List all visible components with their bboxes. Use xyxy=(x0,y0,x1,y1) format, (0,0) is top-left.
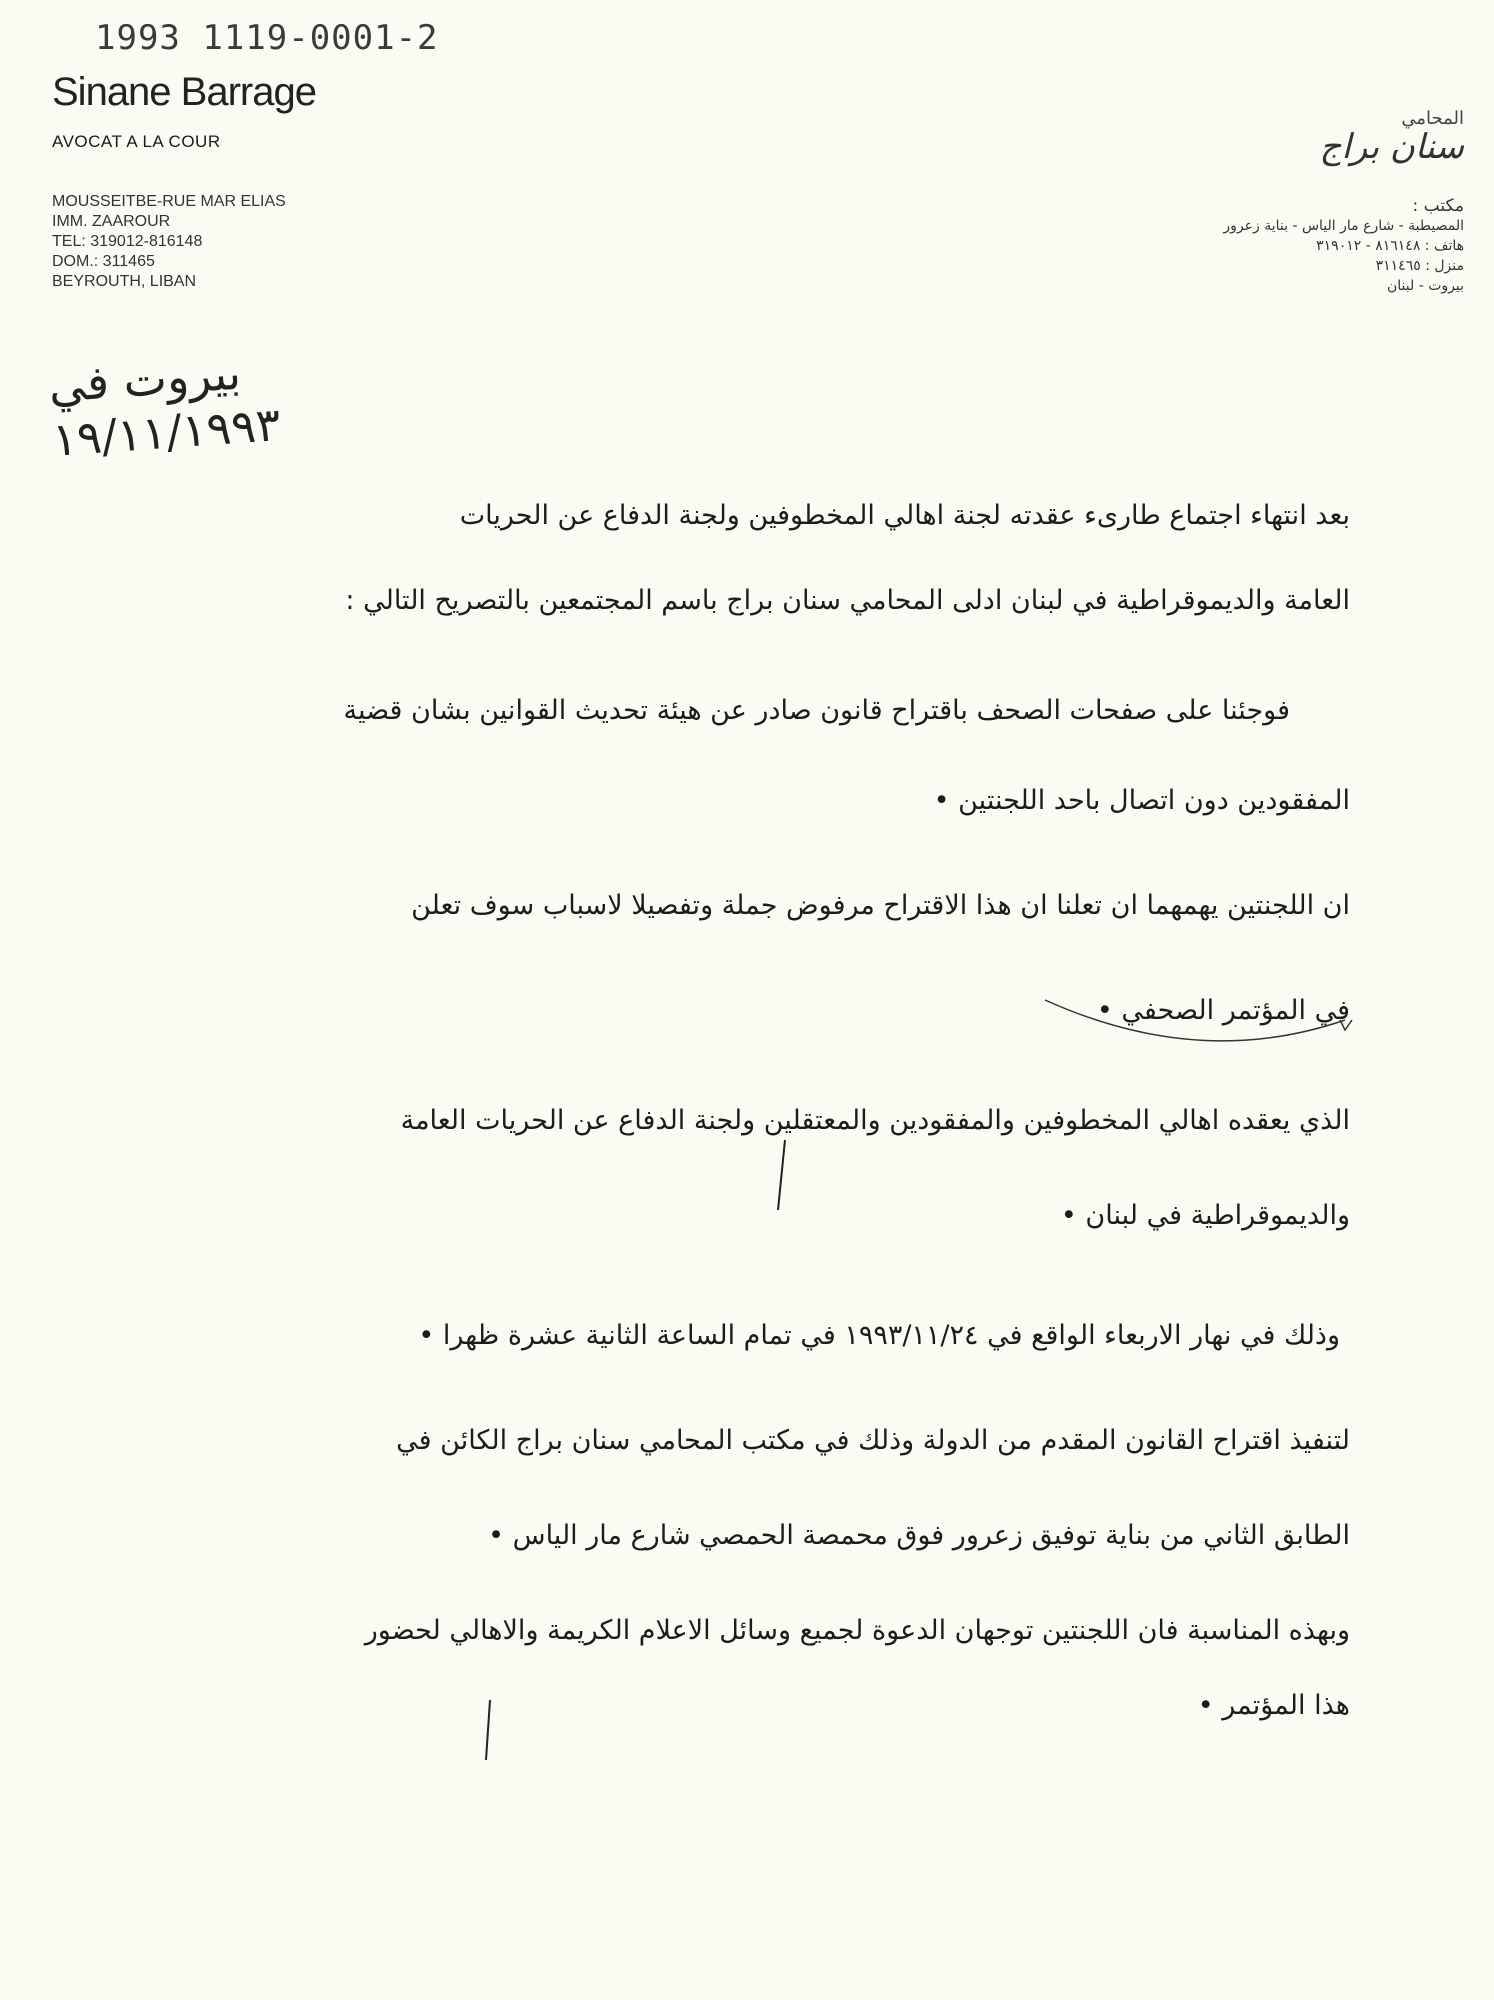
letterhead-arabic-name: سنان براج xyxy=(1319,127,1464,167)
address-line: TEL: 319012-816148 xyxy=(52,233,203,250)
body-line: وذلك في نهار الاربعاء الواقع في ١٩٩٣/١١/٢٤ في تمام الساعة الثانية عشرة ظهرا • xyxy=(418,1320,1340,1351)
body-line: العامة والديموقراطية في لبنان ادلى المحامي سنان براج باسم المجتمعين بالتصريح التالي : xyxy=(345,585,1350,616)
arabic-address-line: هاتف : ٨١٦١٤٨ - ٣١٩٠١٢ xyxy=(1316,238,1464,255)
letterhead-title: AVOCAT A LA COUR xyxy=(52,132,221,151)
date-value: ١٩/١١/١٩٩٣ xyxy=(50,397,283,467)
archive-reference-number: 1993 1119-0001-2 xyxy=(95,18,439,58)
address-line: BEYROUTH, LIBAN xyxy=(52,273,197,290)
letterhead-address xyxy=(52,192,472,292)
body-line: والديموقراطية في لبنان • xyxy=(1060,1200,1350,1231)
insertion-mark xyxy=(486,1700,490,1760)
handwritten-date xyxy=(47,331,454,467)
arabic-address-line: منزل : ٣١١٤٦٥ xyxy=(1375,258,1464,275)
letterhead-arabic-address xyxy=(1164,216,1464,296)
body-line: الطابق الثاني من بناية توفيق زعرور فوق محمصة الحمصي شارع مار الياس • xyxy=(488,1520,1350,1551)
body-line: في المؤتمر الصحفي • xyxy=(1096,995,1350,1026)
letterhead-arabic xyxy=(1164,108,1464,296)
letterhead-arabic-title: المحامي xyxy=(1401,108,1464,129)
address-line: MOUSSEITBE-RUE MAR ELIAS xyxy=(52,193,286,210)
body-line: ان اللجنتين يهمهما ان تعلنا ان هذا الاقتراح مرفوض جملة وتفصيلا لاسباب سوف تعلن xyxy=(411,890,1350,921)
body-line: المفقودين دون اتصال باحد اللجنتين • xyxy=(933,785,1350,816)
letterhead-name: Sinane Barrage xyxy=(52,70,316,114)
body-line: بعد انتهاء اجتماع طارىء عقدته لجنة اهالي المخطوفين ولجنة الدفاع عن الحريات xyxy=(459,500,1350,531)
body-line: فوجئنا على صفحات الصحف باقتراح قانون صادر عن هيئة تحديث القوانين بشان قضية xyxy=(343,695,1290,726)
arabic-address-line: بيروت - لبنان xyxy=(1387,278,1464,295)
letterhead-latin xyxy=(52,72,472,292)
body-line: الذي يعقده اهالي المخطوفين والمفقودين والمعتقلين ولجنة الدفاع عن الحريات العامة xyxy=(400,1105,1350,1136)
address-line: DOM.: 311465 xyxy=(52,253,155,270)
insertion-mark xyxy=(778,1140,785,1210)
arabic-address-line: المصيطبة - شارع مار الياس - بناية زعرور xyxy=(1223,218,1464,235)
address-line: IMM. ZAAROUR xyxy=(52,213,171,230)
body-line: هذا المؤتمر • xyxy=(1197,1690,1350,1721)
letterhead-arabic-office: مكتب : xyxy=(1412,196,1464,217)
body-line: وبهذه المناسبة فان اللجنتين توجهان الدعوة لجميع وسائل الاعلام الكريمة والاهالي لحضور xyxy=(364,1615,1350,1646)
date-place: بيروت في xyxy=(46,345,243,413)
body-line: لتنفيذ اقتراح القانون المقدم من الدولة وذلك في مكتب المحامي سنان براج الكائن في xyxy=(396,1425,1350,1456)
